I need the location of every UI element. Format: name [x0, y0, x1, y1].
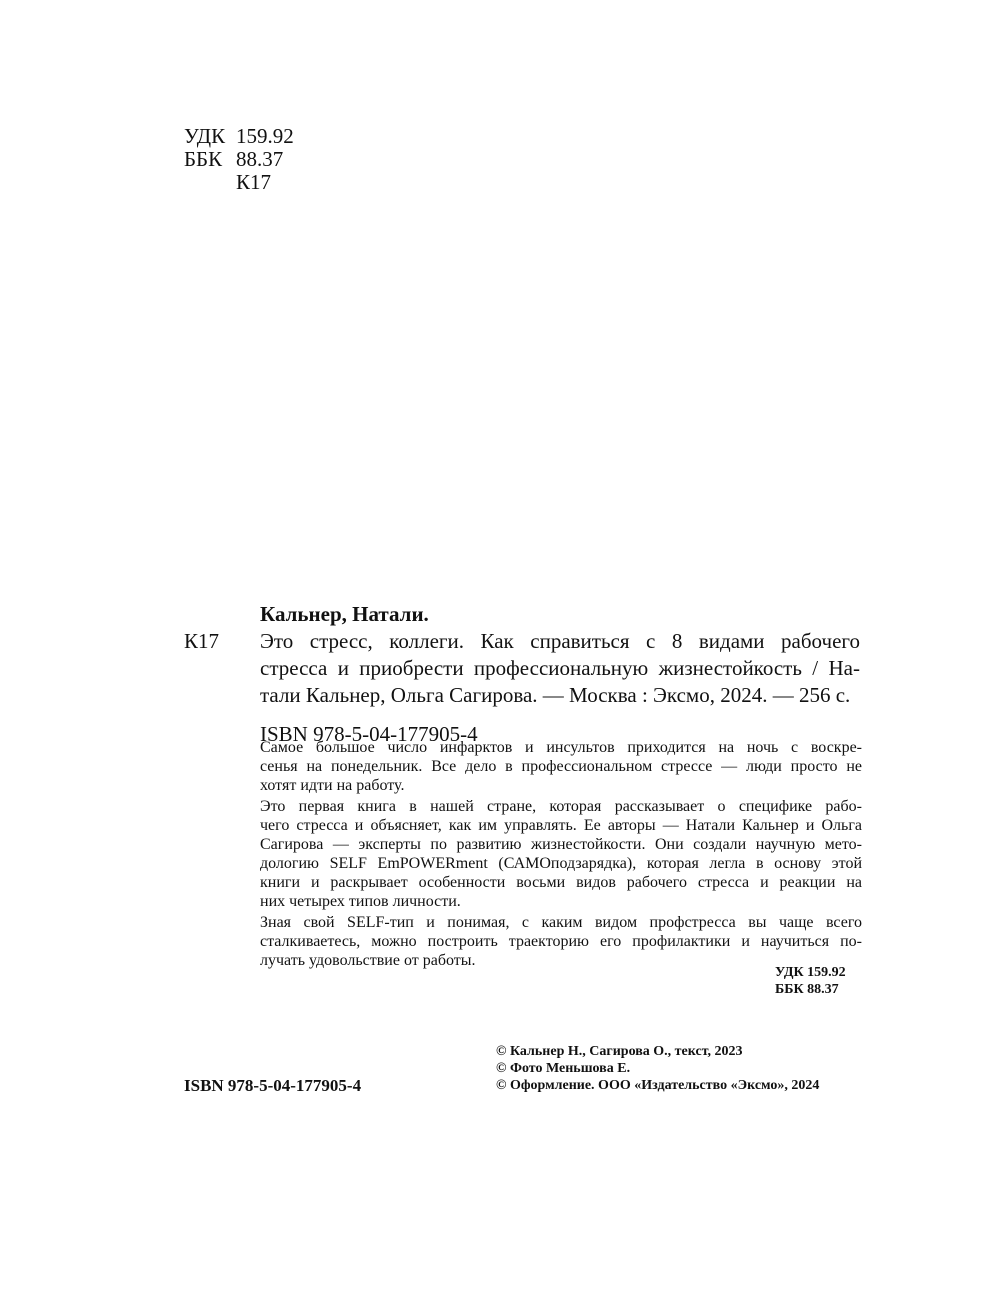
- author-mark-row: [184, 171, 294, 194]
- copyright-line: © Фото Меньшова Е.: [496, 1061, 631, 1076]
- annotation-line: Самое большое число инфарктов и инсультов приходится на ночь с воскре-: [260, 739, 862, 756]
- annotation-line: хотят идти на работу.: [260, 777, 405, 794]
- udk-value: 159.92: [236, 124, 294, 148]
- record-line: Это стресс, коллеги. Как справиться с 8 видами рабочего: [260, 629, 860, 653]
- record-description: [260, 628, 860, 709]
- annotation-line: сенья на понедельник. Все дело в профессиональном стрессе — люди просто не: [260, 758, 862, 775]
- annotation-line: них четырех типов личности.: [260, 893, 461, 910]
- annotation-index: [775, 964, 846, 998]
- bbk-value: 88.37: [236, 147, 284, 171]
- bbk-label: ББК: [184, 147, 223, 171]
- udk-label: УДК: [184, 124, 226, 148]
- annotation-udk: УДК 159.92: [775, 965, 846, 980]
- annotation-line: Сагирова — эксперты по развитию жизнестойкости. Они создали научную мето-: [260, 836, 862, 853]
- annotation-line: чего стресса и объясняет, как им управлять. Ее авторы — Натали Кальнер и Ольга: [260, 817, 862, 834]
- record-line: стресса и приобрести профессиональную жизнестойкость / На-: [260, 656, 860, 680]
- copyright-block: [496, 1043, 819, 1094]
- record-isbn: ISBN 978-5-04-177905-4: [260, 722, 478, 746]
- record-mark: К17: [184, 629, 220, 653]
- record-body: [184, 628, 864, 709]
- annotation-line: дологию SELF EmPOWERment (САМОподзарядка), которая легла в основу этой: [260, 855, 862, 872]
- author-mark: К17: [236, 170, 272, 194]
- annotation-bbk: ББК 88.37: [775, 982, 839, 997]
- record-line: тали Кальнер, Ольга Сагирова. — Москва : Эксмо, 2024. — 256 с.: [260, 683, 851, 707]
- annotation-line: книги и раскрывает особенности восьми видов рабочего стресса и реакции на: [260, 874, 862, 891]
- annotation: [260, 738, 862, 972]
- classification-block: [184, 125, 294, 194]
- bbk-row: [184, 148, 294, 171]
- record-author: Кальнер, Натали.: [260, 602, 429, 626]
- annotation-paragraph: [260, 913, 862, 970]
- annotation-line: Это первая книга в нашей стране, которая рассказывает о специфике рабо-: [260, 798, 862, 815]
- bibliographic-record: [184, 601, 864, 748]
- footer-isbn: ISBN 978-5-04-177905-4: [184, 1076, 362, 1095]
- annotation-line: лучать удовольствие от работы.: [260, 952, 476, 969]
- annotation-paragraph: [260, 738, 862, 795]
- annotation-paragraph: [260, 797, 862, 911]
- annotation-line: сталкиваетесь, можно построить траекторию его профилактики и научиться по-: [260, 933, 862, 950]
- udk-row: [184, 125, 294, 148]
- copyright-line: © Оформление. ООО «Издательство «Эксмо», 2024: [496, 1078, 820, 1093]
- annotation-line: Зная свой SELF-тип и понимая, с каким видом профстресса вы чаще всего: [260, 914, 862, 931]
- copyright-line: © Кальнер Н., Сагирова О., текст, 2023: [496, 1044, 743, 1059]
